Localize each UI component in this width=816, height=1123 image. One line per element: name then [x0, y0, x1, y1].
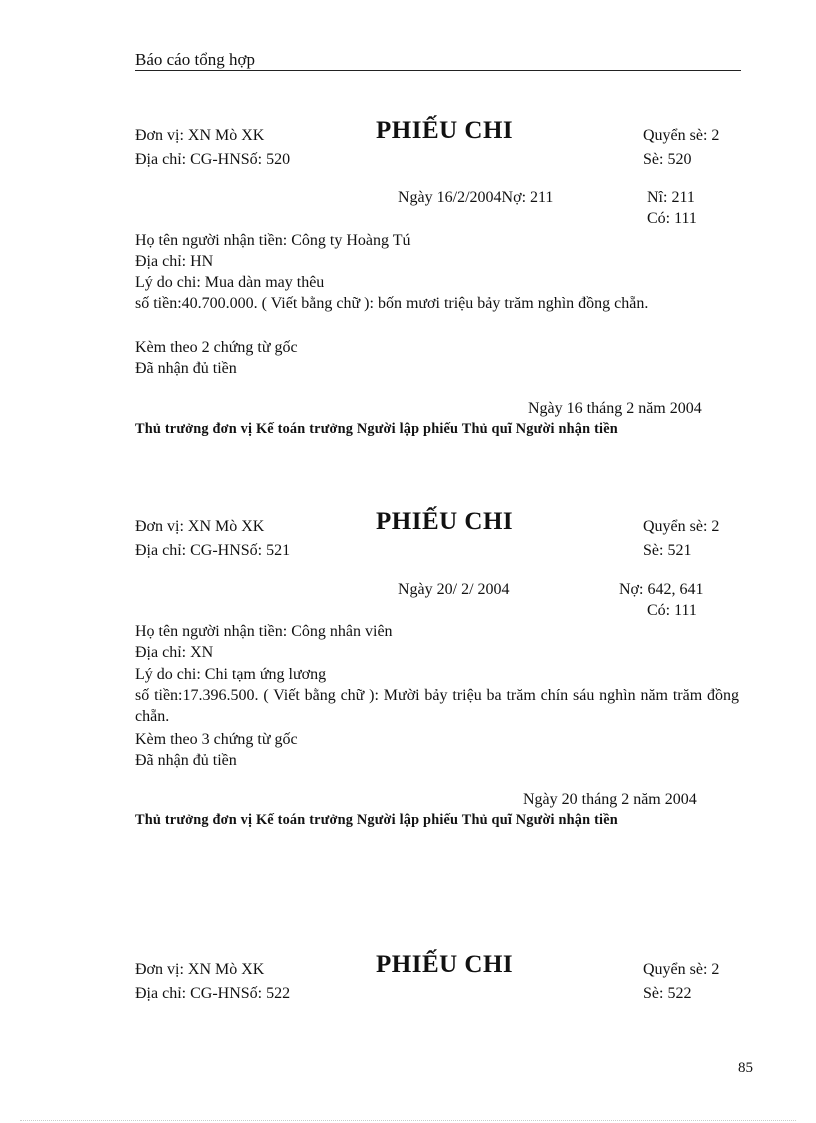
signature-row: Thủ trưởng đơn vị Kế toán trưởng Người lập phiếu Thủ quĩ Người nhận tiền: [135, 421, 618, 437]
slip-number: Sè: 522: [643, 985, 692, 1002]
attachments: Kèm theo 3 chứng từ gốc: [135, 731, 298, 748]
address-and-number: Địa chỉ: CG-HNSố: 522: [135, 985, 291, 1002]
recipient-address: Địa chỉ: XN: [135, 644, 214, 661]
signing-date: Ngày 20 tháng 2 năm 2004: [523, 791, 697, 808]
amount-in-words: số tiền:17.396.500. ( Viết bằng chữ ): Mười bảy triệu ba trăm chín sáu nghìn năm trăm đồng chẵn.: [135, 687, 739, 725]
debit-account: Nợ: 642, 641: [619, 581, 704, 598]
slip-number: Sè: 521: [643, 542, 692, 559]
book-number: Quyển sè: 2: [643, 961, 720, 978]
recipient-name: Họ tên người nhận tiền: Công nhân viên: [135, 623, 393, 640]
footer-divider: [20, 1120, 796, 1121]
attachments: Kèm theo 2 chứng từ gốc: [135, 339, 298, 356]
amount-in-words: số tiền:40.700.000. ( Viết bằng chữ ): bốn mươi triệu bảy trăm nghìn đồng chẵn.: [135, 295, 649, 312]
credit-account: Có: 111: [647, 210, 697, 227]
running-header-title: Báo cáo tổng hợp: [135, 50, 255, 69]
slip-number: Sè: 520: [643, 151, 692, 168]
slip-title: PHIẾU CHI: [376, 117, 514, 144]
recipient-address: Địa chỉ: HN: [135, 253, 214, 270]
address-and-number: Địa chỉ: CG-HNSố: 521: [135, 542, 291, 559]
book-number: Quyển sè: 2: [643, 127, 720, 144]
unit-label: Đơn vị: XN Mò XK: [135, 127, 265, 144]
slip-title: PHIẾU CHI: [376, 951, 514, 978]
signing-date: Ngày 16 tháng 2 năm 2004: [528, 400, 702, 417]
unit-label: Đơn vị: XN Mò XK: [135, 961, 265, 978]
unit-label: Đơn vị: XN Mò XK: [135, 518, 265, 535]
recipient-name: Họ tên người nhận tiền: Công ty Hoàng Tú: [135, 232, 411, 249]
slip-date: Ngày 20/ 2/ 2004: [398, 581, 510, 598]
book-number: Quyển sè: 2: [643, 518, 720, 535]
payment-reason: Lý do chi: Chi tạm ứng lương: [135, 666, 327, 683]
header-rule: [135, 70, 741, 71]
credit-account: Có: 111: [647, 602, 697, 619]
received-note: Đã nhận đủ tiền: [135, 752, 237, 769]
slip-title: PHIẾU CHI: [376, 508, 514, 535]
received-note: Đã nhận đủ tiền: [135, 360, 237, 377]
address-and-number: Địa chỉ: CG-HNSố: 520: [135, 151, 291, 168]
date-debit: Ngày 16/2/2004Nợ: 211: [398, 189, 554, 206]
signature-row: Thủ trưởng đơn vị Kế toán trưởng Người lập phiếu Thủ quĩ Người nhận tiền: [135, 812, 618, 828]
payment-reason: Lý do chi: Mua dàn may thêu: [135, 274, 325, 291]
page-number: 85: [738, 1060, 753, 1076]
debit-account: Nî: 211: [647, 189, 695, 206]
